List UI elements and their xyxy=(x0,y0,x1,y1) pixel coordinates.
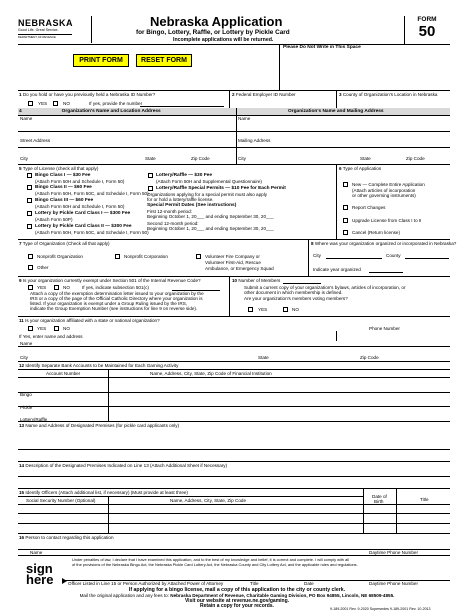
q9-body1: Attach a copy of the exemption determination letter issued to your organization by the xyxy=(30,291,204,296)
q10-body2: other document in which membership is defined. xyxy=(244,290,343,295)
raffle-label: Lottery/Raffle — $30 Fee xyxy=(156,173,212,178)
q11-enter-label: If Yes, enter name and address xyxy=(19,334,83,339)
pickle-class1-note: (Attach Form 50P) xyxy=(35,217,73,222)
penalty-line2: of the provisions of the Nebraska Bingo Act, the Nebraska Pickle Card Lottery Act, the Nebraska County and City Lottery Act, and the applicable rules and regulations. xyxy=(72,562,358,567)
q11-yes-checkbox[interactable] xyxy=(28,326,33,331)
incomplete-note: Incomplete applications will be returned. xyxy=(173,37,274,43)
q11-label: 11 Is your organization affiliated with a state or national organization? xyxy=(19,318,160,323)
cancel-license-label: Cancel (Return license) xyxy=(352,230,400,235)
q15-dob-header1: Date of xyxy=(372,494,387,499)
footer-line3: Visit our website at revenue.ne.gov/gaming. xyxy=(184,598,290,604)
q15-name-header: Name, Address, City, State, Zip Code xyxy=(170,498,246,503)
sign-phone-label: Daytime Phone Number xyxy=(369,581,419,586)
q16-phone: Daytime Phone Number xyxy=(369,550,419,555)
q1-yes-label: YES xyxy=(38,101,48,106)
q16-name: Name xyxy=(30,550,43,555)
q11-no-label: NO xyxy=(63,326,70,331)
q8-city: City xyxy=(313,253,321,258)
here-word: here xyxy=(26,572,54,587)
q15-ssn-header: Social Security Number (Optional) xyxy=(26,498,96,503)
q1-no-label: NO xyxy=(63,101,70,106)
second-period-label: Second 12-month period: xyxy=(147,221,199,226)
raffle-checkbox[interactable] xyxy=(148,173,153,178)
pickle-class2-checkbox[interactable] xyxy=(27,224,32,229)
q10-yes-label: YES xyxy=(258,307,268,312)
q11-name: Name xyxy=(20,341,33,346)
q11-phone-label: Phone Number xyxy=(369,326,400,331)
q9-body4: indicate the Group Exemption Number (see instructions for line 9 on reverse side). xyxy=(30,306,198,311)
logo-text: NEBRASKA xyxy=(18,18,74,28)
sign-arrow-icon xyxy=(62,578,67,584)
footer-line1: If applying for a bingo license, mail a copy of this application to the city or county clerk. xyxy=(128,587,346,593)
q4-city-right: City xyxy=(238,156,246,161)
q8-county: County xyxy=(386,253,401,258)
q4-zip-left: Zip Code xyxy=(191,156,210,161)
print-form-button[interactable]: PRINT FORM xyxy=(73,54,129,67)
nonprofit-org-checkbox[interactable] xyxy=(28,254,33,259)
form-title: Nebraska Application xyxy=(150,14,283,29)
q9-body3: listed. If your organization is exempt under a Group Ruling issued by the IRS, xyxy=(30,301,188,306)
volunteer-checkbox[interactable] xyxy=(196,254,201,259)
form-label: FORM xyxy=(417,16,437,23)
report-changes-label: Report Changes xyxy=(352,205,386,210)
q9-yes-checkbox[interactable] xyxy=(28,285,33,290)
q13-label: 13 Name and Address of Designated Premises (for pickle card applicants only) xyxy=(19,423,180,428)
q3-label: 3 County of Organization's Location in Nebraska xyxy=(339,92,438,97)
nonprofit-corp-checkbox[interactable] xyxy=(115,254,120,259)
q11-zip: Zip Code xyxy=(360,355,379,360)
q12-row-raffle: Lottery/Raffle xyxy=(20,417,48,422)
q4-city-left: City xyxy=(20,156,28,161)
form-revision-code: 9-189-2001 Rev. 9-2020 Supersedes 9-189-2001 Rev. 10-2013 xyxy=(330,607,431,611)
volunteer-line3: Ambulance, or Emergency Squad xyxy=(205,266,274,271)
bingo-class3-label: Bingo Class III — $60 Fee xyxy=(35,198,94,203)
q11-yes-label: YES xyxy=(37,326,47,331)
volunteer-line1: Volunteer Fire Company or xyxy=(205,254,260,259)
q4-name-left: Name xyxy=(20,116,33,121)
sign-title-label: Title xyxy=(250,581,259,586)
bingo-class3-checkbox[interactable] xyxy=(27,198,32,203)
special-permit-label: Lottery/Raffle Special Permits — $10 Fee for Each Permit xyxy=(156,186,286,191)
q2-label: 2 Federal Employer ID Number xyxy=(232,92,296,97)
q12-label: 12 Identify Separate Bank Accounts to be Maintained for Each Gaming Activity xyxy=(19,363,179,368)
first-period-label: First 12-month period: xyxy=(147,209,192,214)
q4-right-header: Organization's Name and Mailing Address xyxy=(288,109,384,114)
q10-body3: Are your organization's members voting members? xyxy=(244,296,348,301)
volunteer-line2: Volunteer First-Aid, Rescue xyxy=(205,260,261,265)
q9-yes-label: YES xyxy=(37,285,47,290)
cancel-license-checkbox[interactable] xyxy=(343,230,348,235)
form-subtitle: for Bingo, Lottery, Raffle, or Lottery by Pickle Card xyxy=(136,29,290,36)
q10-body1: Submit a current copy of your organization's bylaws, articles of incorporation, or xyxy=(244,285,406,290)
q9-no-label: NO xyxy=(63,285,70,290)
q9-no-checkbox[interactable] xyxy=(54,285,59,290)
q4-state-left: State xyxy=(145,156,156,161)
other-org-checkbox[interactable] xyxy=(28,265,33,270)
form-number: 50 xyxy=(418,23,436,40)
q9-label: 9 Is your organization currently exempt under Section 501 of the Internal Revenue Code? xyxy=(19,278,201,283)
q9-indicate: If yes, indicate subsection 501(c) xyxy=(82,285,149,290)
pickle-class1-checkbox[interactable] xyxy=(27,211,32,216)
q1-yes-checkbox[interactable] xyxy=(28,101,33,106)
q12-row-bingo: Bingo xyxy=(20,392,32,397)
q4-mailing: Mailing Address xyxy=(238,138,271,143)
upgrade-license-label: Upgrade License from Class I to II xyxy=(352,218,422,223)
q8-year: Indicate year organized xyxy=(313,267,361,272)
q5-label: 5 Type of License (check all that apply) xyxy=(19,166,99,171)
pickle-class2-label: Lottery by Pickle Card Class II — $300 Fee xyxy=(35,224,132,229)
pickle-class1-label: Lottery by Pickle Card Class I — $300 Fee xyxy=(35,211,131,216)
q9-body2: IRS or a copy of the page of the Official Catholic Directory where your organization is xyxy=(30,296,203,301)
q7-label: 7 Type of Organization (Check all that apply) xyxy=(19,241,110,246)
q4-name-right: Name xyxy=(238,116,251,121)
bingo-class1-checkbox[interactable] xyxy=(27,173,32,178)
q4-state-right: State xyxy=(360,156,371,161)
special-note1: Organizations applying for a special permit must also apply xyxy=(147,192,268,197)
q1-provide-label: If yes, provide the number xyxy=(89,101,143,106)
sign-officer-label: Officer Listed in Line 15 or Person Authorized by Attached Power of Attorney xyxy=(68,581,224,586)
q15-label: 15 Identify Officers (Attach additional list, if necessary) (Must provide at least three) xyxy=(19,490,188,495)
q10-yes-checkbox[interactable] xyxy=(248,307,253,312)
q12-col-account: Account Number xyxy=(46,371,81,376)
nonprofit-org-label: Nonprofit Organization xyxy=(37,254,83,259)
q15-title-header: Title xyxy=(420,497,429,502)
q16-label: 16 Person to contact regarding this application xyxy=(19,535,114,540)
q14-label: 14 Description of the Designated Premises Indicated on Line 13 (Attach Additional Sheet if Necessary) xyxy=(19,463,228,468)
raffle-note: (Attach Form 50H and Supplemental Questionnaire) xyxy=(156,179,262,184)
bingo-class3-note: (Attach Form 50H and Schedule I, Form 50) xyxy=(35,204,125,209)
q10-no-checkbox[interactable] xyxy=(283,307,288,312)
bingo-class2-label: Bingo Class II — $60 Fee xyxy=(35,185,92,190)
other-org-label: Other xyxy=(37,265,49,270)
q4-left-header: 4 Organization's Name and Location Address xyxy=(19,109,161,114)
q11-city: City xyxy=(20,355,28,360)
second-period-line: Beginning October 1, 20___ and ending September 30, 20___ xyxy=(147,226,274,231)
upgrade-license-checkbox[interactable] xyxy=(343,218,348,223)
q6-label: 6 Type of Application xyxy=(339,166,382,171)
bingo-class1-label: Bingo Class I — $30 Fee xyxy=(35,173,91,178)
q1-no-checkbox[interactable] xyxy=(53,101,58,106)
q1-label: 1 Do you hold or have you previously held a Nebraska ID Number? xyxy=(19,92,156,97)
penalty-line1: Under penalties of law, I declare that I have examined this application, and to the best of my knowledge and belief, it is correct and complete. I will comply with all xyxy=(72,557,350,562)
logo-tagline: Good Life. Great Service. xyxy=(18,28,59,32)
q10-no-label: NO xyxy=(292,307,299,312)
q4-zip-right: Zip Code xyxy=(406,156,425,161)
q11-no-checkbox[interactable] xyxy=(54,326,59,331)
q12-col-institution: Name, Address, City, State, Zip Code of Financial Institution xyxy=(150,371,272,376)
q10-label: 10 Number of Members xyxy=(232,278,281,283)
form-number-box xyxy=(404,16,449,44)
new-application-note1: (Attach articles of incorporation xyxy=(352,188,416,193)
nebraska-logo xyxy=(18,19,72,40)
bingo-class1-note: (Attach Form 50H and Schedule I, Form 50) xyxy=(35,179,125,184)
q12-row-pickle: Pickle xyxy=(20,405,33,410)
footer-line4: Retain a copy for your records. xyxy=(200,603,274,609)
bingo-class2-note: (Attach Form 50H, Form 50C, and Schedule I, Form 50) xyxy=(35,191,149,196)
first-period-line: Beginning October 1, 20___ and ending September 30, 20___ xyxy=(147,214,274,219)
q11-state: State xyxy=(258,355,269,360)
q4-street: Street Address xyxy=(20,138,51,143)
new-application-label: New — Complete Entire Application xyxy=(352,182,425,187)
sign-date-label: Date xyxy=(304,581,314,586)
new-application-note2: or other governing instruments) xyxy=(352,193,416,198)
special-permit-checkbox[interactable] xyxy=(148,186,153,191)
footer-line2: Mail the original application and any fees to: Nebraska Department of Revenue, Charitable Gaming Division, PO Box 94855, Lincoln, NE 68509-4855. xyxy=(79,593,395,598)
pickle-class2-note: (Attach Form 50H, Form 50C, and Schedule I, Form 50) xyxy=(35,230,149,235)
logo-dept: DEPARTMENT OF REVENUE xyxy=(18,35,56,39)
nonprofit-corp-label: Nonprofit Corporation xyxy=(124,254,168,259)
q8-label: 8 Where was your organization organized or incorporated in Nebraska? xyxy=(311,241,457,246)
new-application-checkbox[interactable] xyxy=(343,182,348,187)
special-note2: for or hold a lottery/raffle license. xyxy=(147,197,214,202)
special-dates-label: Special Permit Dates (See instructions) xyxy=(147,203,237,208)
sign-word: sign xyxy=(26,561,53,576)
report-changes-checkbox[interactable] xyxy=(343,205,348,210)
dnw-label: Please Do Not Write in This Space xyxy=(283,45,361,50)
bingo-class2-checkbox[interactable] xyxy=(27,185,32,190)
q15-dob-header2: Birth xyxy=(374,499,384,504)
reset-form-button[interactable]: RESET FORM xyxy=(136,54,192,67)
